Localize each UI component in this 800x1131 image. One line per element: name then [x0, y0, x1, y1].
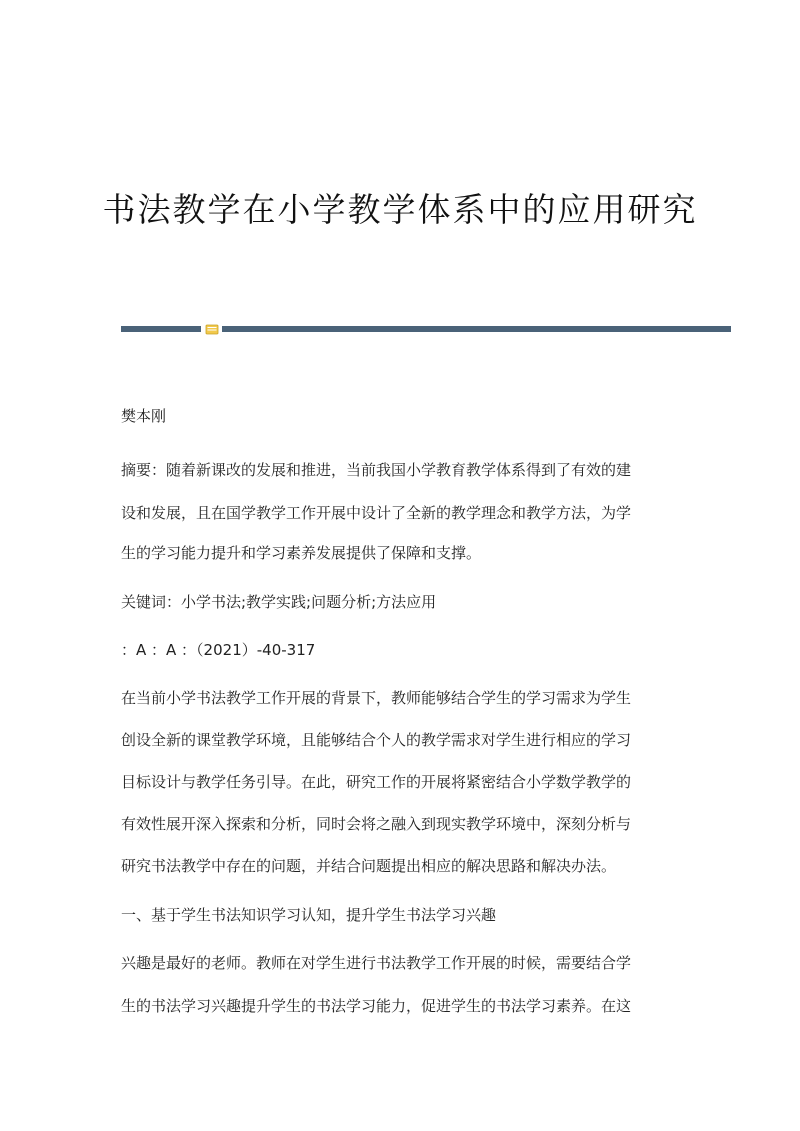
keywords-line: 关键词：小学书法;教学实践;问题分析;方法应用	[121, 593, 437, 611]
section-line-1: 兴趣是最好的老师。教师在对学生进行书法教学工作开展的时候，需要结合学	[121, 954, 632, 972]
intro-line-3: 目标设计与教学任务引导。在此，研究工作的开展将紧密结合小学数学教学的	[121, 773, 632, 791]
abstract-line-1: 摘要：随着新课改的发展和推进，当前我国小学教育教学体系得到了有效的建	[121, 461, 632, 479]
section-heading: 一、基于学生书法知识学习认知，提升学生书法学习兴趣	[121, 906, 497, 924]
intro-line-1: 在当前小学书法教学工作开展的背景下，教师能够结合学生的学习需求为学生	[121, 689, 632, 707]
author-name: 樊本刚	[121, 407, 167, 425]
section-line-2: 生的书法学习兴趣提升学生的书法学习能力，促进学生的书法学习素养。在这	[121, 997, 632, 1015]
divider-right-bar	[222, 326, 731, 332]
page-title: 书法教学在小学教学体系中的应用研究	[102, 190, 698, 229]
title-divider	[121, 323, 731, 335]
classification-line: ：A ：A ：（2021）-40-317	[121, 641, 316, 659]
abstract-line-2: 设和发展，且在国学教学工作开展中设计了全新的教学理念和教学方法，为学	[121, 504, 632, 522]
intro-line-2: 创设全新的课堂教学环境，且能够结合个人的教学需求对学生进行相应的学习	[121, 731, 632, 749]
folder-icon	[205, 323, 219, 335]
abstract-line-3: 生的学习能力提升和学习素养发展提供了保障和支撑。	[121, 544, 482, 562]
divider-left-bar	[121, 326, 201, 332]
intro-line-5: 研究书法教学中存在的问题，并结合问题提出相应的解决思路和解决办法。	[121, 857, 617, 875]
intro-line-4: 有效性展开深入探索和分析，同时会将之融入到现实教学环境中，深刻分析与	[121, 815, 632, 833]
